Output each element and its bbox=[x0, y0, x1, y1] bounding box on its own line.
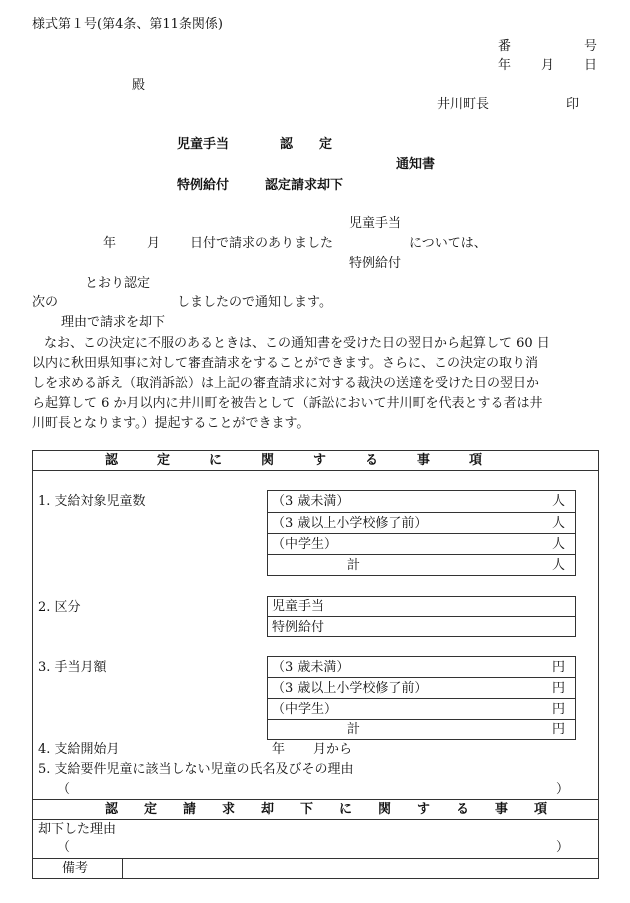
body-approved: とおり認定 bbox=[85, 276, 151, 291]
item-1-label: 1. 支給対象児童数 bbox=[38, 494, 146, 509]
title-child-allowance: 児童手当 bbox=[177, 137, 230, 152]
year-label: 年 bbox=[498, 58, 512, 73]
form-number: 様式第１号(第4条、第11条関係) bbox=[32, 17, 223, 32]
rejection-reason-label: 却下した理由 bbox=[38, 822, 117, 837]
title-rejection: 認定請求却下 bbox=[265, 178, 344, 193]
count-under3-label: （3 歳未満） bbox=[272, 494, 350, 509]
rejection-close-paren: ） bbox=[556, 840, 570, 855]
appeal-line-3: しを求める訴え（取消訴訟）は上記の審査請求に対する裁決の送達を受けた日の翌日か bbox=[32, 376, 540, 391]
body-rejected-reason: 理由で請求を却下 bbox=[61, 315, 166, 330]
item-5-label: 5. 支給要件児童に該当しない児童の氏名及びその理由 bbox=[38, 762, 354, 777]
item-5-close-paren: ） bbox=[556, 782, 570, 797]
amount-middle-label: （中学生） bbox=[272, 702, 338, 717]
start-month-label: 月から bbox=[313, 742, 353, 757]
body-claim-date: 日付で請求のありました bbox=[190, 236, 334, 251]
seal-mark: 印 bbox=[566, 97, 580, 112]
body-month: 月 bbox=[147, 236, 161, 251]
rejection-open-paren: （ bbox=[57, 840, 71, 855]
body-special-benefit: 特例給付 bbox=[349, 256, 402, 271]
title-notice: 通知書 bbox=[396, 157, 436, 172]
appeal-line-4: ら起算して 6 か月以内に井川町を被告として（訴訟において井川町を代表とする者は井 bbox=[32, 396, 543, 411]
addressee-suffix: 殿 bbox=[132, 78, 146, 93]
body-notify: しましたので通知します。 bbox=[177, 295, 332, 310]
item-3-label: 3. 手当月額 bbox=[38, 660, 107, 675]
rejection-section-header: 認 定 請 求 却 下 に 関 す る 事 項 bbox=[105, 802, 548, 817]
item-4-label: 4. 支給開始月 bbox=[38, 742, 120, 757]
remarks-label: 備考 bbox=[62, 861, 89, 876]
category-child-allowance: 児童手当 bbox=[272, 599, 325, 614]
approval-section-header: 認 定 に 関 す る 事 項 bbox=[105, 453, 483, 468]
amount-elementary-unit: 円 bbox=[552, 681, 566, 696]
appeal-line-5: 川町長となります。）提起することができます。 bbox=[32, 416, 310, 431]
category-special-benefit: 特例給付 bbox=[272, 620, 325, 635]
body-child-allowance: 児童手当 bbox=[349, 216, 402, 231]
count-elementary-unit: 人 bbox=[552, 516, 566, 531]
body-year: 年 bbox=[103, 236, 117, 251]
appeal-line-1: なお、この決定に不服のあるときは、この通知書を受けた日の翌日から起算して 60 日 bbox=[44, 336, 550, 351]
number-label: 番 bbox=[498, 39, 512, 54]
day-label: 日 bbox=[584, 58, 598, 73]
count-middle-unit: 人 bbox=[552, 537, 566, 552]
start-year-label: 年 bbox=[272, 742, 286, 757]
issue-label: 号 bbox=[584, 39, 598, 54]
body-next: 次の bbox=[32, 295, 59, 310]
count-total-label: 計 bbox=[347, 558, 361, 573]
count-middle-label: （中学生） bbox=[272, 537, 338, 552]
amount-middle-unit: 円 bbox=[552, 702, 566, 717]
count-elementary-label: （3 歳以上小学校修了前） bbox=[272, 516, 428, 531]
amount-under3-label: （3 歳未満） bbox=[272, 660, 350, 675]
item-5-open-paren: （ bbox=[57, 782, 71, 797]
sender-name: 井川町長 bbox=[437, 97, 490, 112]
body-regarding: については、 bbox=[409, 236, 487, 251]
month-label: 月 bbox=[541, 58, 555, 73]
amount-under3-unit: 円 bbox=[552, 660, 566, 675]
amount-elementary-label: （3 歳以上小学校修了前） bbox=[272, 681, 428, 696]
title-special-benefit: 特例給付 bbox=[177, 178, 230, 193]
title-approval: 認 定 bbox=[280, 137, 333, 152]
amount-total-unit: 円 bbox=[552, 722, 566, 737]
count-under3-unit: 人 bbox=[552, 494, 566, 509]
appeal-line-2: 以内に秋田県知事に対して審査請求をすることができます。さらに、この決定の取り消 bbox=[32, 356, 538, 371]
count-total-unit: 人 bbox=[552, 558, 566, 573]
item-2-label: 2. 区分 bbox=[38, 600, 81, 615]
amount-total-label: 計 bbox=[347, 722, 361, 737]
